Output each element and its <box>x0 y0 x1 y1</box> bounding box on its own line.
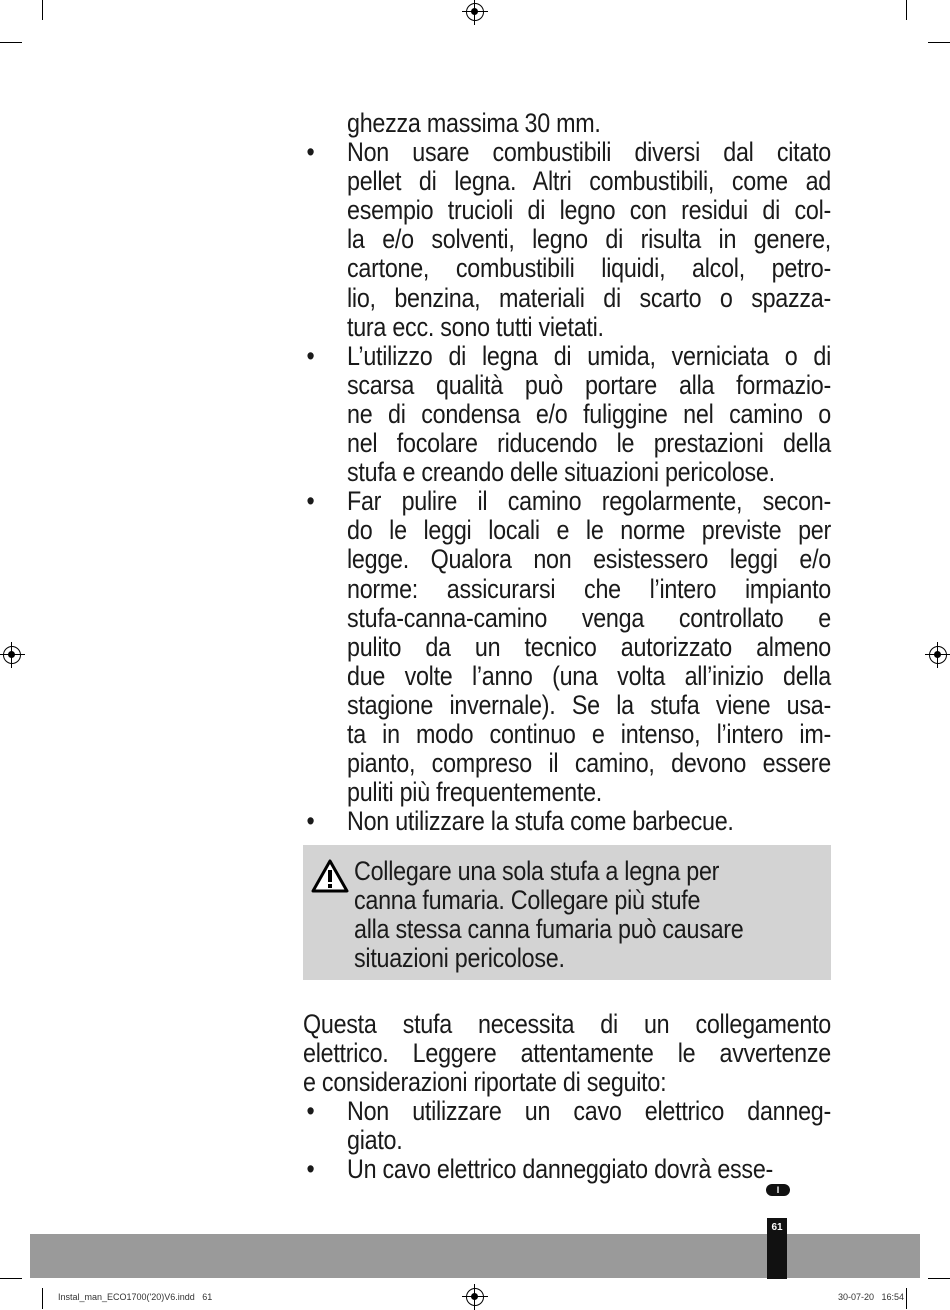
page-number: 61 <box>767 1218 787 1279</box>
bullet-item <box>303 342 831 487</box>
warning-triangle-icon <box>311 859 349 893</box>
text-line: ta in modo continuo e intenso, l’intero im- <box>347 718 831 749</box>
registration-mark-icon <box>3 646 21 664</box>
crop-mark <box>928 42 950 43</box>
text-line: lio, benzina, materiali di scarto o spazza- <box>347 282 831 313</box>
text-line: do le leggi locali e le norme previste per <box>347 515 831 546</box>
warning-text <box>354 857 812 973</box>
crop-mark <box>928 1278 950 1279</box>
text-line: Questa stufa necessita di un collegamento <box>303 1009 831 1039</box>
text-line: canna fumaria. Collegare più stufe <box>354 885 701 916</box>
bullet-item <box>303 487 831 807</box>
text-line: L’utilizzo di legna di umida, verniciata o di <box>347 340 831 371</box>
text-line: legge. Qualora non esistessero leggi e/o <box>347 544 831 575</box>
text-line: elettrico. Leggere attentamente le avvertenze <box>303 1038 831 1069</box>
text-line: ne di condensa e/o fuliggine nel camino o <box>347 398 831 429</box>
crop-mark <box>906 1288 907 1309</box>
bullet-icon: • <box>306 1096 315 1127</box>
warning-box <box>303 845 831 980</box>
text-line: stufa e creando delle situazioni pericolose. <box>347 457 775 488</box>
text-line: puliti più frequentemente. <box>347 777 603 808</box>
text-line: norme: assicurarsi che l’intero impianto <box>347 573 831 604</box>
text-line: e considerazioni riportate di seguito: <box>303 1067 667 1098</box>
bullet-icon: • <box>306 1154 315 1185</box>
safety-instructions <box>303 109 831 836</box>
text-line: Non usare combustibili diversi dal citato <box>347 137 831 168</box>
bullet-item <box>303 1155 831 1184</box>
bullet-item <box>303 1097 831 1155</box>
date-slug: 30-07-20 16:54 <box>838 1292 905 1302</box>
bullet-icon: • <box>306 486 315 517</box>
continuation-line: ghezza massima 30 mm. <box>347 108 601 138</box>
crop-mark <box>0 42 22 43</box>
text-line: giato. <box>347 1125 403 1156</box>
text-line: scarsa qualità può portare alla formazio- <box>347 369 831 400</box>
text-line: due volte l’anno (una volta all’inizio della <box>347 660 831 691</box>
text-line: esempio trucioli di legno con residui di col- <box>347 195 831 226</box>
text-line: stagione invernale). Se la stufa viene usa- <box>347 689 831 720</box>
text-line: alla stessa canna fumaria può causare <box>354 914 744 945</box>
text-line: Un cavo elettrico danneggiato dovrà esse- <box>347 1154 774 1185</box>
text-line: pianto, compreso il camino, devono essere <box>347 748 831 779</box>
text-line: nel focolare riducendo le prestazioni della <box>347 428 831 459</box>
crop-mark <box>42 0 43 20</box>
text-line: cartone, combustibili liquidi, alcol, petro- <box>347 253 831 284</box>
bullet-item <box>303 807 831 836</box>
text-line: Non utilizzare la stufa come barbecue. <box>347 806 734 837</box>
bullet-item <box>303 138 831 342</box>
text-line: la e/o solventi, legno di risulta in genere, <box>347 224 831 255</box>
text-line: pellet di legna. Altri combustibili, come ad <box>347 166 831 197</box>
file-slug: Instal_man_ECO1700('20)V6.indd 61 <box>58 1292 213 1302</box>
crop-mark <box>42 1288 43 1309</box>
text-line: Non utilizzare un cavo elettrico danneg- <box>347 1096 831 1127</box>
bullet-icon: • <box>306 806 315 837</box>
registration-mark-icon <box>466 3 484 21</box>
text-line: Far pulire il camino regolarmente, secon- <box>347 486 831 517</box>
text-line: situazioni pericolose. <box>354 943 565 974</box>
text-line: tura ecc. sono tutti vietati. <box>347 311 604 342</box>
bullet-icon: • <box>306 340 315 371</box>
text-line: pulito da un tecnico autorizzato almeno <box>347 631 831 662</box>
registration-mark-icon <box>466 1288 484 1306</box>
text-line: Collegare una sola stufa a legna per <box>354 856 720 886</box>
crop-mark <box>906 0 907 20</box>
registration-mark-icon <box>929 646 947 664</box>
language-badge: I <box>766 1184 790 1196</box>
crop-mark <box>0 1278 22 1279</box>
electrical-section <box>303 1010 831 1185</box>
text-line: stufa-canna-camino venga controllato e <box>347 602 831 633</box>
bullet-icon: • <box>306 137 315 168</box>
